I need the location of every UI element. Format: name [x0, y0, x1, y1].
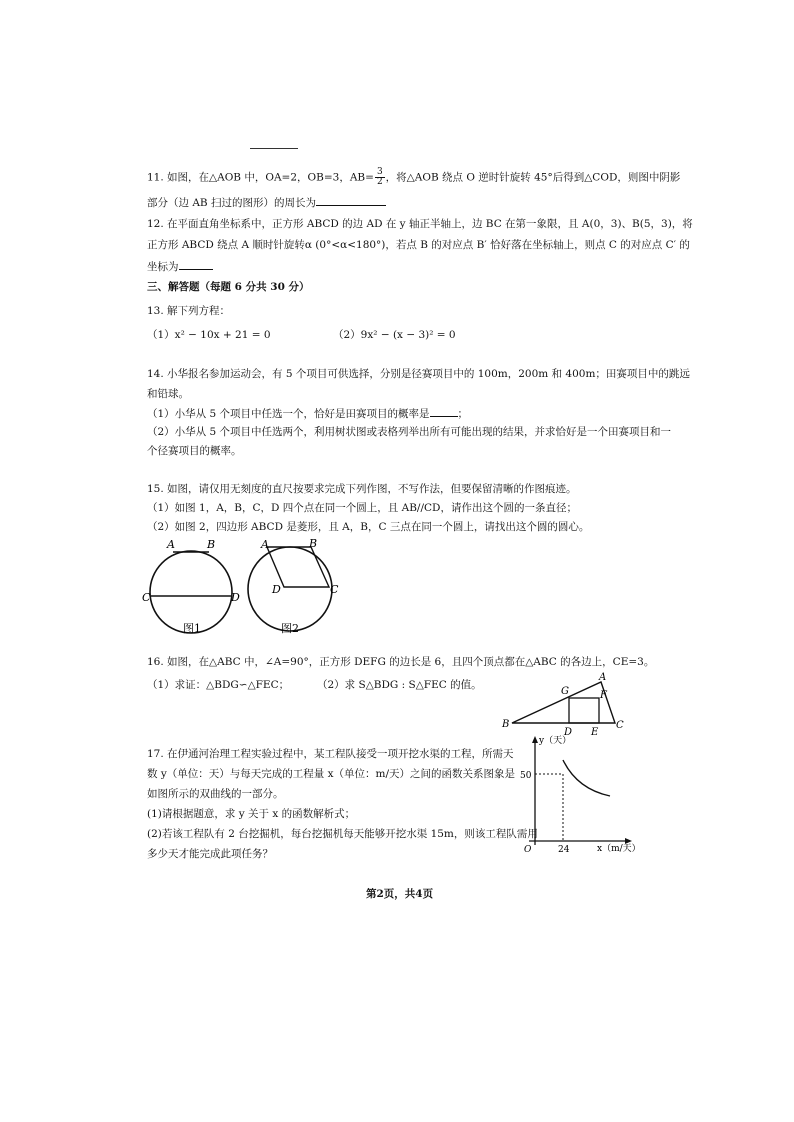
q11-frac-numerator: 3 — [376, 167, 383, 177]
q12-line3 — [147, 259, 213, 274]
fig2-label-b: B — [309, 537, 318, 550]
q17-line1: 17. 在伊通河治理工程实验过程中，某工程队接受一项开挖水渠的工程，所需天 — [147, 748, 514, 760]
fig1-caption: 图1 — [183, 622, 201, 635]
fig2-label-a: A — [261, 538, 269, 551]
q16-label-f: F — [600, 690, 607, 701]
q17-graph — [515, 733, 640, 855]
q14-line2: 和铅球。 — [147, 388, 189, 400]
q16-label-a: A — [599, 672, 607, 683]
q16-label-d: D — [564, 727, 573, 738]
q11-answer-blank[interactable] — [316, 195, 386, 206]
q11-frac-denominator: 2 — [376, 177, 383, 187]
q17-part1: (1)请根据题意，求 y 关于 x 的函数解析式； — [147, 808, 356, 820]
q17-y-tick-label: 50 — [520, 771, 532, 781]
q17-y-label: y（天） — [539, 736, 572, 746]
q14-line1: 14. 小华报名参加运动会，有 5 个项目可供选择，分别是径赛项目中的 100m，200m 和 400m；田赛项目中的跳远 — [147, 368, 690, 380]
fig1-label-c: C — [142, 591, 151, 604]
q17-y-arrow — [532, 736, 538, 743]
q16-label-g: G — [561, 686, 569, 697]
q11-line1 — [147, 168, 680, 187]
q11-text-end: ，将△AOB 绕点 O 逆时针旋转 45°后得到△COD，则图中阴影 — [385, 171, 681, 184]
q16-part2: （2）求 S△BDG : S△FEC 的值。 — [317, 679, 482, 691]
q12-answer-blank[interactable] — [179, 259, 213, 270]
q17-hyperbola-curve — [563, 760, 610, 796]
fig2-caption: 图2 — [281, 622, 299, 635]
q14-part2-line2: 个径赛项目的概率。 — [147, 445, 242, 457]
q17-part2-line1: (2)若该工程队有 2 台挖掘机，每台挖掘机每天能够开挖水渠 15m，则该工程队需用 — [147, 828, 538, 840]
fig2-label-d: D — [272, 583, 281, 596]
q15-figure-2 — [242, 535, 352, 640]
q14-part1-text: （1）小华从 5 个项目中任选一个，恰好是田赛项目的概率是 — [147, 408, 430, 420]
q17-line2: 数 y（单位：天）与每天完成的工程量 x（单位：m/天）之间的函数关系图象是 — [147, 768, 516, 780]
q13-eq1: （1）x² − 10x + 21 = 0 — [147, 329, 271, 341]
q13-eq2: （2）9x² − (x − 3)² = 0 — [333, 329, 456, 341]
q17-x-tick-label: 24 — [558, 845, 570, 855]
top-scan-mark — [250, 148, 298, 149]
q13-title: 13. 解下列方程： — [147, 305, 231, 317]
q11-line2 — [147, 195, 386, 210]
q16-square-defg — [569, 698, 599, 723]
q17-x-label: x（m/天） — [597, 844, 641, 854]
q14-part1-end: ； — [457, 408, 469, 420]
fig1-label-a: A — [167, 538, 175, 551]
q16-part1: （1）求证：△BDG∽△FEC； — [147, 679, 290, 691]
fig1-circle — [150, 551, 232, 633]
q16-label-b: B — [502, 719, 510, 730]
fig1-label-d: D — [231, 591, 240, 604]
q11-fraction — [375, 168, 385, 187]
fig2-rhombus — [267, 547, 329, 587]
section-3-heading: 三、解答题（每题 6 分共 30 分） — [147, 281, 310, 293]
q12-line1: 12. 在平面直角坐标系中，正方形 ABCD 的边 AD 在 y 轴正半轴上，边 BC 在第一象限，且 A(0，3)、B(5，3)，将 — [147, 218, 693, 230]
q16-figure — [498, 672, 628, 740]
q16-label-e: E — [591, 727, 599, 738]
q17-line3: 如图所示的双曲线的一部分。 — [147, 788, 284, 800]
q11-line2-text: 部分（边 AB 扫过的图形）的周长为 — [147, 197, 316, 209]
q15-line1: 15. 如图，请仅用无刻度的直尺按要求完成下列作图，不写作法，但要保留清晰的作图痕迹。 — [147, 483, 577, 495]
q17-origin-label: O — [524, 845, 532, 855]
fig2-label-c: C — [330, 583, 339, 596]
q15-part2: （2）如图 2，四边形 ABCD 是菱形，且 A，B，C 三点在同一个圆上，请找出这个圆的圆心。 — [147, 521, 590, 533]
fig1-label-b: B — [207, 538, 216, 551]
q14-answer-blank[interactable] — [430, 406, 458, 417]
q11-text-start: 11. 如图，在△AOB 中，OA=2，OB=3，AB= — [147, 171, 374, 184]
q12-line2: 正方形 ABCD 绕点 A 顺时针旋转α (0°<α<180°)，若点 B 的对应点 B′ 恰好落在坐标轴上，则点 C 的对应点 C′ 的 — [147, 239, 690, 251]
q17-part2-line2: 多少天才能完成此项任务？ — [147, 848, 273, 860]
q12-line3-text: 坐标为 — [147, 261, 179, 273]
q14-part1 — [147, 406, 468, 421]
q16-label-c: C — [616, 720, 624, 731]
q16-line1: 16. 如图，在△ABC 中，∠A=90°，正方形 DEFG 的边长是 6，且四个顶点都在△ABC 的各边上，CE=3。 — [147, 656, 655, 668]
q15-part1: （1）如图 1，A，B，C，D 四个点在同一个圆上，且 AB//CD，请作出这个圆的一条直径； — [147, 502, 577, 514]
q14-part2-line1: （2）小华从 5 个项目中任选两个，利用树状图或表格列举出所有可能出现的结果，并求恰好是一个田赛项目和一 — [147, 426, 672, 438]
page-footer: 第2页，共4页 — [366, 888, 434, 900]
fig2-circle — [248, 547, 332, 631]
q15-figure-1 — [140, 535, 250, 640]
